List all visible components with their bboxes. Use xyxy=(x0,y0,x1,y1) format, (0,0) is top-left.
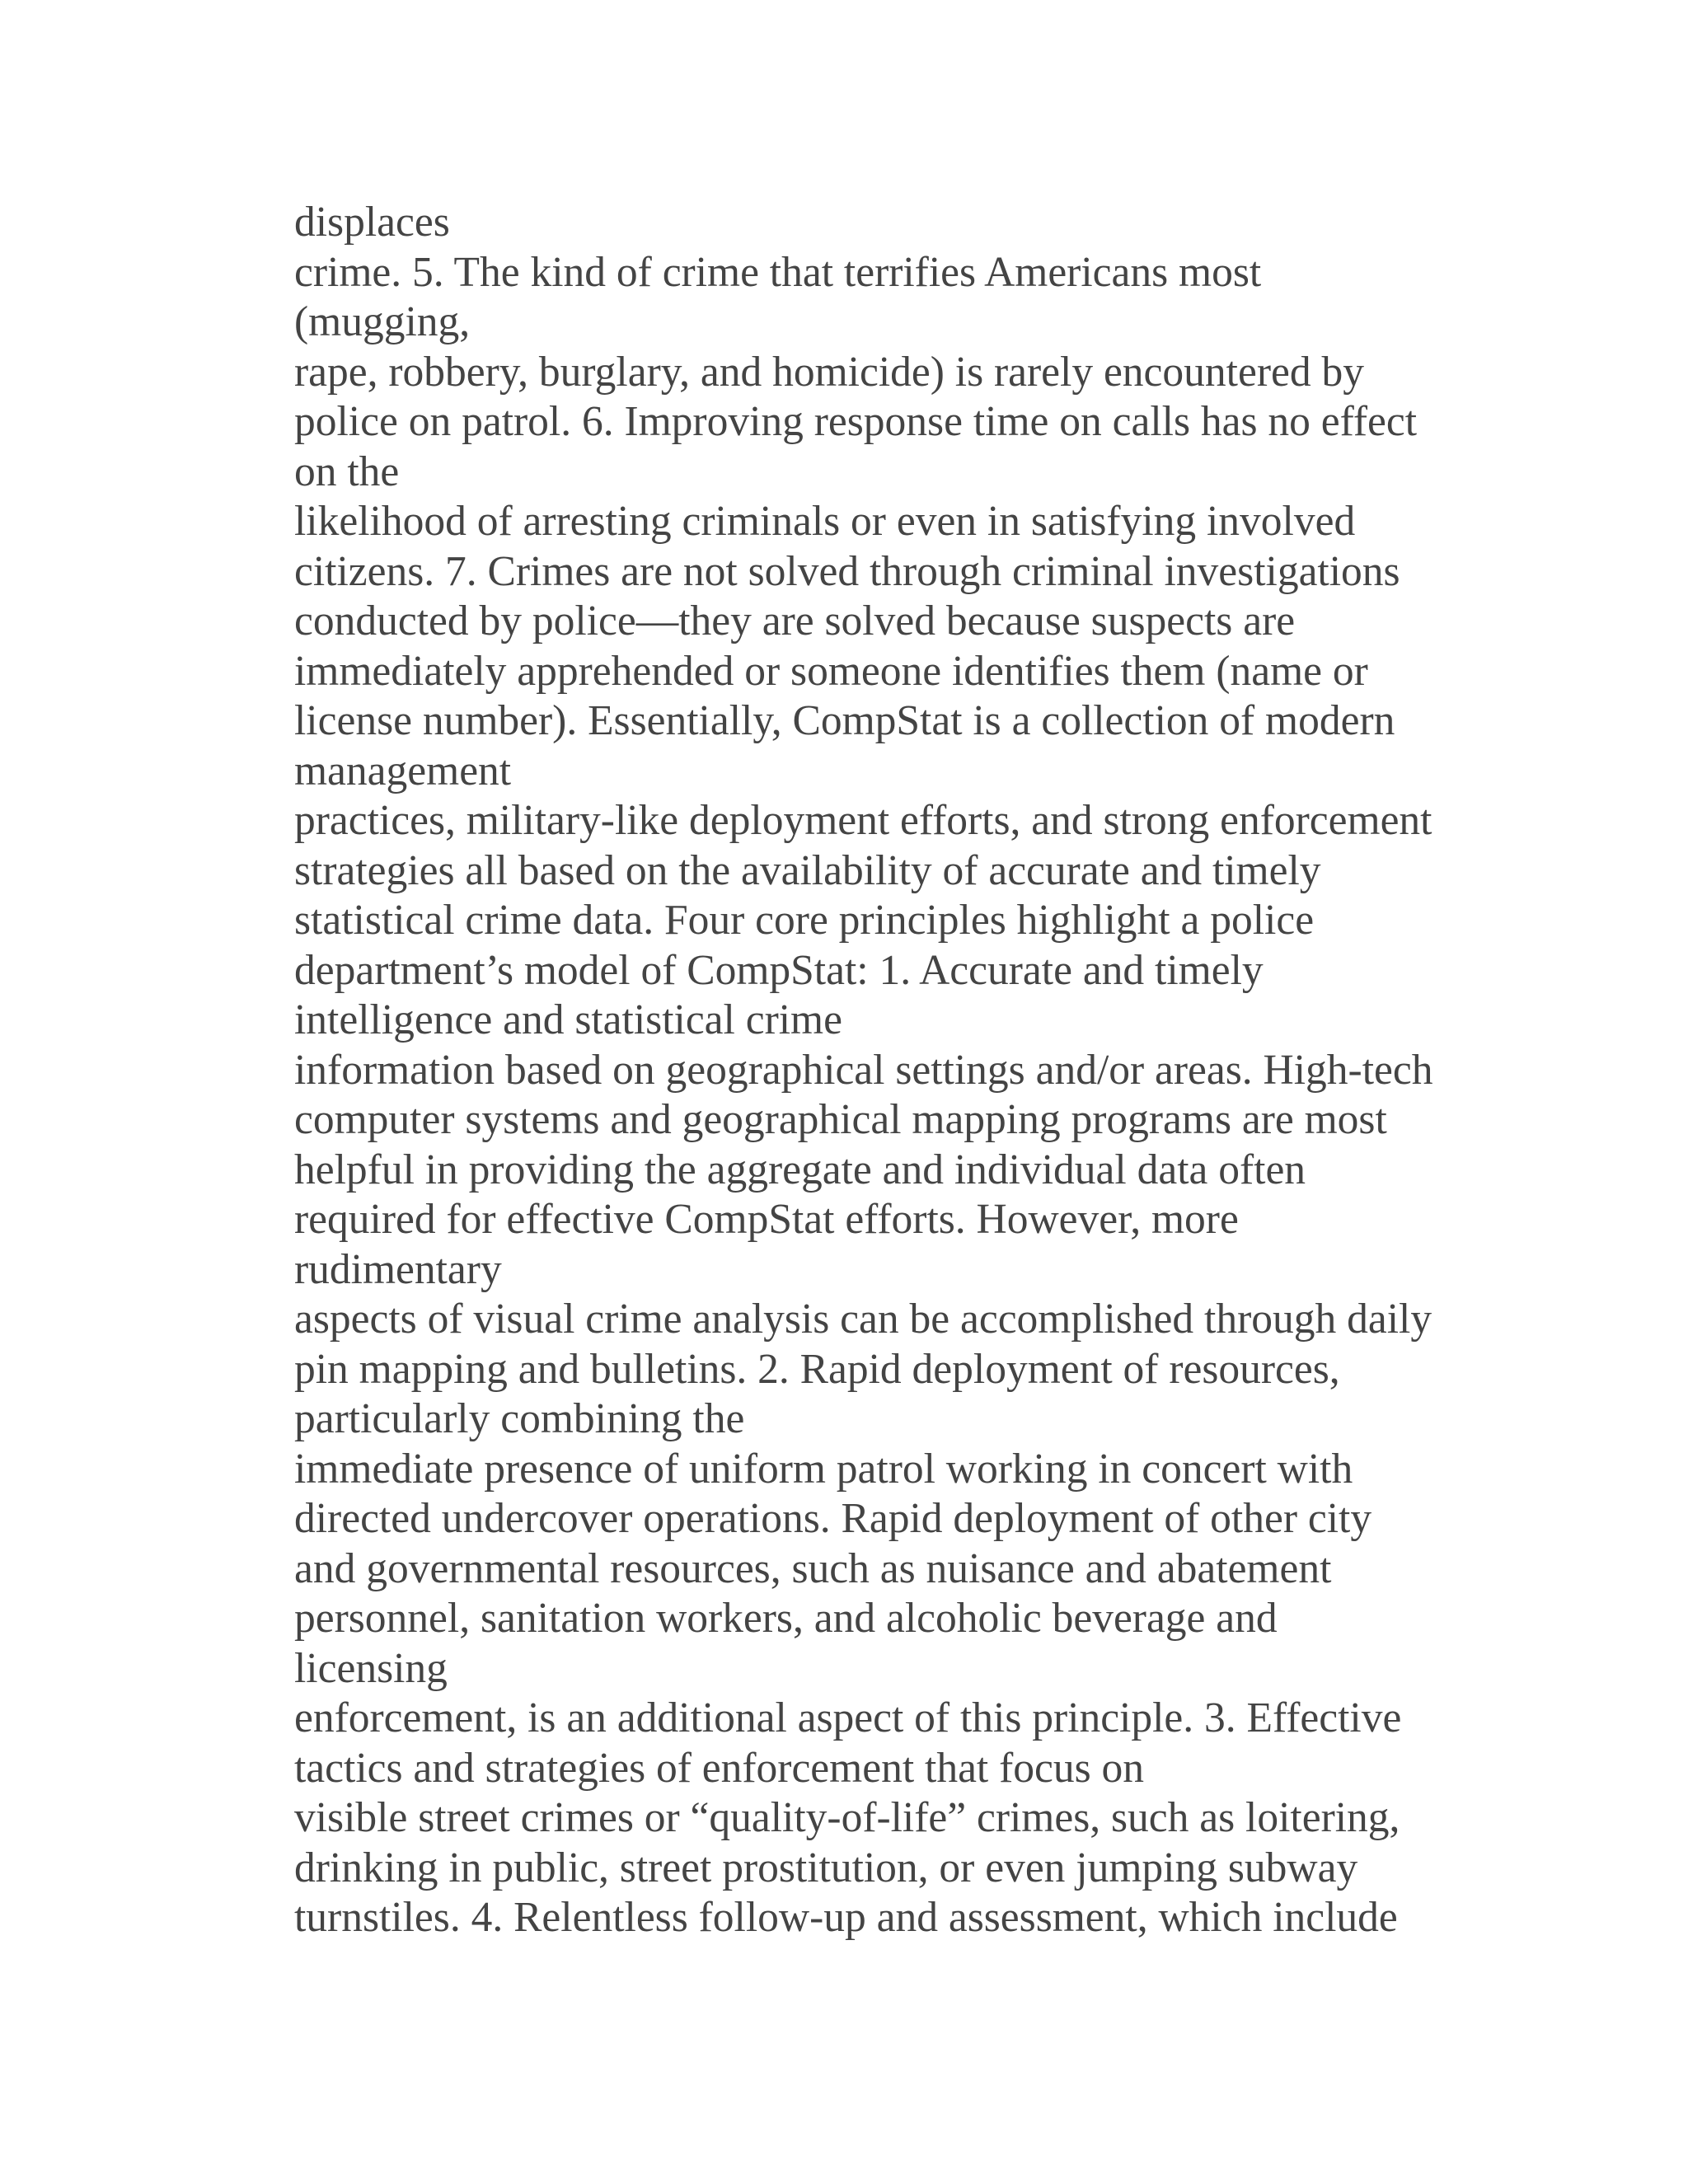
text-line: drinking in public, street prostitution, or even jumping subway xyxy=(294,1844,1358,1891)
text-line: required for effective CompStat efforts. However, more xyxy=(294,1196,1239,1243)
text-line: license number). Essentially, CompStat is a collection of modern xyxy=(294,697,1395,744)
text-line: police on patrol. 6. Improving response time on calls has no effect xyxy=(294,398,1418,445)
text-line: displaces xyxy=(294,199,450,246)
text-line: citizens. 7. Crimes are not solved through criminal investigations xyxy=(294,547,1400,595)
text-line: and governmental resources, such as nuisance and abatement xyxy=(294,1544,1332,1592)
text-line: (mugging, xyxy=(294,298,471,345)
text-line: pin mapping and bulletins. 2. Rapid deployment of resources, xyxy=(294,1345,1340,1393)
text-line: personnel, sanitation workers, and alcoholic beverage and xyxy=(294,1595,1278,1642)
text-line: directed undercover operations. Rapid deployment of other city xyxy=(294,1495,1372,1542)
text-line: enforcement, is an additional aspect of this principle. 3. Effective xyxy=(294,1694,1402,1741)
text-line: aspects of visual crime analysis can be accomplished through daily xyxy=(294,1296,1432,1343)
text-line: crime. 5. The kind of crime that terrifies Americans most xyxy=(294,248,1262,296)
text-line: management xyxy=(294,747,512,794)
text-line: immediate presence of uniform patrol working in concert with xyxy=(294,1445,1353,1493)
text-line: visible street crimes or “quality-of-life” crimes, such as loitering, xyxy=(294,1794,1400,1841)
text-line: tactics and strategies of enforcement that focus on xyxy=(294,1744,1145,1792)
text-line: likelihood of arresting criminals or even in satisfying involved xyxy=(294,498,1356,545)
text-line: statistical crime data. Four core principles highlight a police xyxy=(294,897,1315,944)
text-line: conducted by police—they are solved because suspects are xyxy=(294,598,1296,644)
text-line: computer systems and geographical mapping programs are most xyxy=(294,1096,1387,1143)
text-line: rudimentary xyxy=(294,1245,502,1293)
text-line: strategies all based on the availability of accurate and timely xyxy=(294,846,1321,894)
text-line: helpful in providing the aggregate and individual data often xyxy=(294,1146,1306,1193)
text-line: turnstiles. 4. Relentless follow-up and assessment, which include xyxy=(294,1894,1398,1941)
text-line: immediately apprehended or someone identifies them (name or xyxy=(294,647,1368,695)
text-line: rape, robbery, burglary, and homicide) is rarely encountered by xyxy=(294,348,1364,396)
text-line: department’s model of CompStat: 1. Accurate and timely xyxy=(294,946,1264,994)
body-text xyxy=(294,198,1531,1943)
text-line: information based on geographical settings and/or areas. High-tech xyxy=(294,1046,1433,1094)
text-line: licensing xyxy=(294,1644,448,1692)
text-line: particularly combining the xyxy=(294,1395,745,1442)
text-line: on the xyxy=(294,448,400,495)
text-line: practices, military-like deployment efforts, and strong enforcement xyxy=(294,797,1432,844)
text-line: intelligence and statistical crime xyxy=(294,996,842,1043)
